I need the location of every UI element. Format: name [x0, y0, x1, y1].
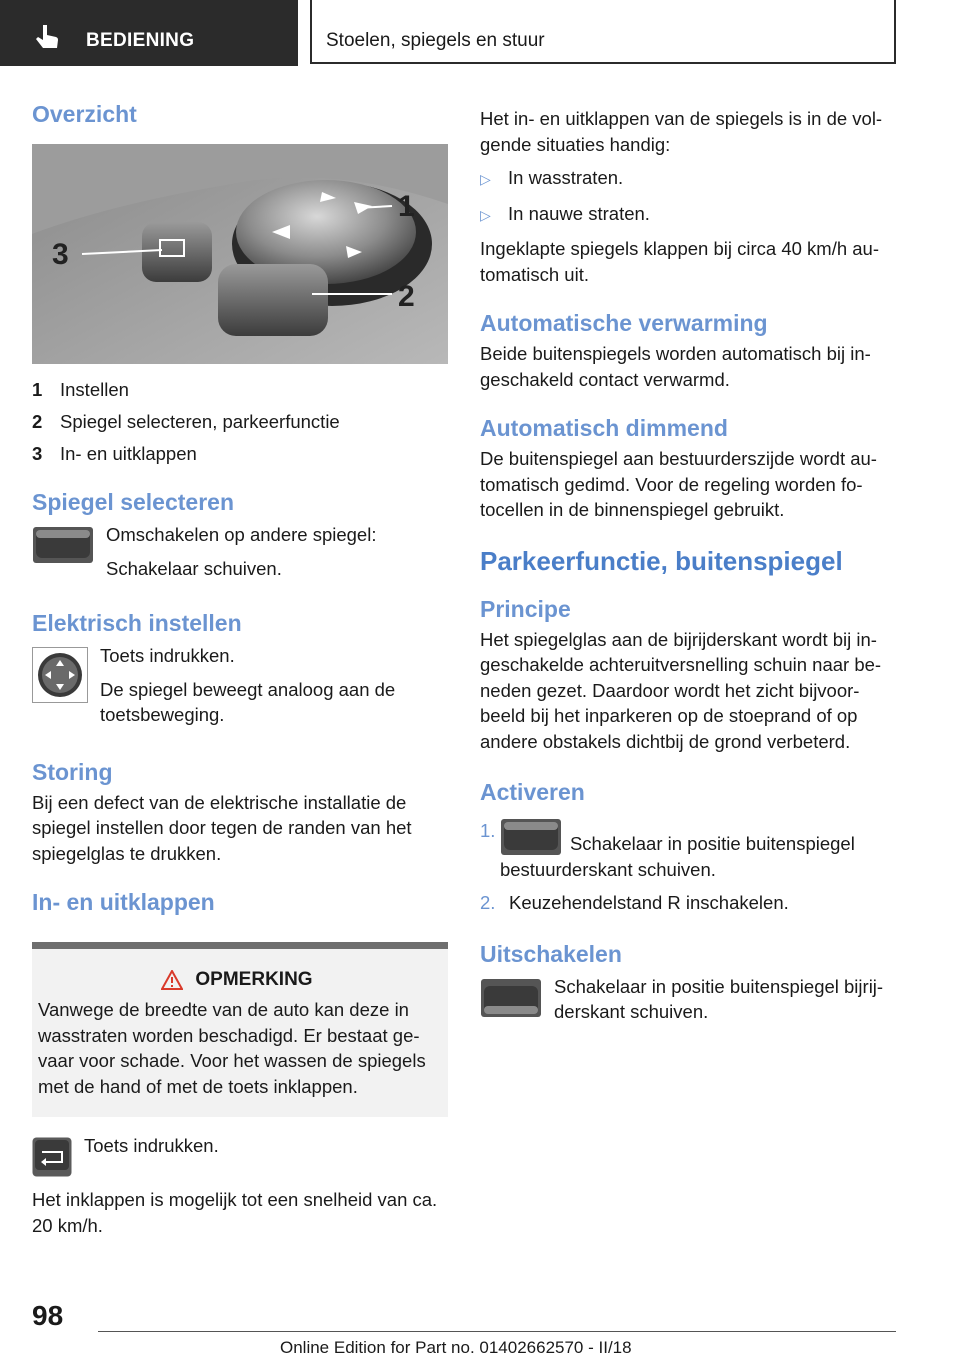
warning-triangle-icon — [161, 970, 183, 990]
dimming-heading: Automatisch dimmend — [480, 415, 728, 441]
notice-header — [38, 969, 436, 991]
select-block — [32, 522, 448, 589]
footer-edition: Online Edition for Part no. 01402662570 - II/18 — [280, 1338, 632, 1357]
legend-number: 2 — [32, 411, 43, 432]
activate-heading: Activeren — [480, 779, 585, 805]
legend-item — [32, 438, 448, 470]
right-column — [480, 106, 896, 1033]
list-item — [480, 201, 896, 229]
notice-text: Vanwege de breedte van de auto kan deze in wasstraten worden beschadigd. Er bestaat ge-vaar voor schade. Voor het wassen de spiegels met de hand of met de toets inklappen. — [38, 999, 426, 1097]
mirror-switch-photo — [32, 144, 448, 364]
header-section-tab — [0, 0, 298, 66]
legend-number: 1 — [32, 379, 43, 400]
step-number: 1. — [480, 820, 496, 841]
situations-list — [480, 165, 896, 228]
footer-divider — [98, 1331, 896, 1332]
notice-box — [32, 942, 448, 1117]
triangle-bullet-icon: ▷ — [480, 171, 491, 187]
deactivate-block — [480, 974, 896, 1033]
header-chapter-label: Stoelen, spiegels en stuur — [326, 30, 545, 51]
parking-heading: Parkeerfunctie, buitenspiegel — [480, 545, 843, 576]
dimming-text: De buitenspiegel aan bestuurderszijde wordt au-tomatisch gedimd. Voor de regeling worden fo-tocellen in de binnenspiegel gebruikt. — [480, 448, 877, 520]
mirror-select-switch-icon — [480, 978, 542, 1018]
mirror-fold-button-icon — [32, 1137, 72, 1177]
auto-unfold-text: Ingeklapte spiegels klappen bij circa 40 km/h au-tomatisch uit. — [480, 238, 880, 285]
legend-item — [32, 406, 448, 438]
overview-heading: Overzicht — [32, 101, 137, 127]
principle-heading: Principe — [480, 595, 571, 622]
mirror-select-switch-icon — [32, 526, 94, 564]
left-column — [32, 100, 448, 1238]
deactivate-heading: Uitschakelen — [480, 940, 622, 967]
list-item — [480, 165, 896, 193]
notice-title: OPMERKING — [195, 969, 313, 990]
mirror-adjust-knob-icon — [32, 647, 88, 703]
step-text: Schakelaar in positie buitenspiegel bestuurderskant schuiven. — [499, 833, 855, 880]
legend-text: Instellen — [60, 379, 129, 400]
step-item — [480, 890, 896, 916]
heating-heading: Automatische verwarming — [480, 310, 768, 336]
electric-heading: Elektrisch instellen — [32, 610, 242, 636]
electric-line-1: Toets indrukken. — [100, 645, 235, 666]
callout-1: 1 — [398, 190, 415, 223]
page-number: 98 — [32, 1300, 64, 1331]
select-heading: Spiegel selecteren — [32, 489, 234, 515]
select-line-1: Omschakelen op andere spiegel: — [106, 524, 377, 545]
activate-steps — [480, 818, 896, 916]
list-item-text: In nauwe straten. — [508, 202, 650, 224]
legend-item — [32, 374, 448, 406]
triangle-bullet-icon: ▷ — [480, 206, 491, 223]
step-number: 2. — [480, 892, 496, 913]
callout-2: 2 — [398, 280, 415, 313]
select-line-2: Schakelaar schuiven. — [106, 557, 282, 579]
step-item — [480, 818, 896, 882]
principle-text: Het spiegelglas aan de bijrijderskant wordt bij in-geschakelde achteruitversnelling schuin naar be-neden gezet. Daardoor wordt het zicht bijvoor-beeld bij het inparkeren op de stoeprand of op andere obstakels dichtbij de grond verbeterd. — [480, 628, 882, 752]
electric-block — [32, 643, 448, 736]
hand-pointer-icon — [34, 24, 62, 50]
fold-button-text: Toets indrukken. — [84, 1135, 219, 1156]
fold-speed-text: Het inklappen is mogelijk tot een snelheid van ca. 20 km/h. — [32, 1189, 438, 1236]
legend-text: Spiegel selecteren, parkeerfunctie — [60, 411, 340, 432]
deactivate-text: Schakelaar in positie buitenspiegel bijrij-derskant schuiven. — [554, 975, 884, 1022]
legend-text: In- en uitklappen — [60, 443, 197, 464]
legend-number: 3 — [32, 443, 43, 464]
fold-intro: Het in- en uitklappen van de spiegels is in de vol-gende situaties handig: — [480, 108, 883, 155]
fault-heading: Storing — [32, 758, 113, 785]
list-item-text: In wasstraten. — [508, 167, 624, 188]
heating-text: Beide buitenspiegels worden automatisch bij in-geschakeld contact verwarmd. — [480, 343, 871, 390]
electric-line-2: De spiegel beweegt analoog aan de toetsbeweging. — [100, 678, 396, 725]
mirror-select-switch-icon — [500, 818, 562, 856]
fold-heading: In- en uitklappen — [32, 889, 215, 915]
fold-button-block — [32, 1133, 448, 1177]
fault-text: Bij een defect van de elektrische installatie de spiegel instellen door tegen de randen van het spiegelglas te drukken. — [32, 791, 412, 864]
step-text: Keuzehendelstand R inschakelen. — [509, 892, 789, 913]
header-section-label: BEDIENING — [86, 30, 195, 51]
photo-legend — [32, 374, 448, 470]
callout-3: 3 — [52, 238, 69, 271]
